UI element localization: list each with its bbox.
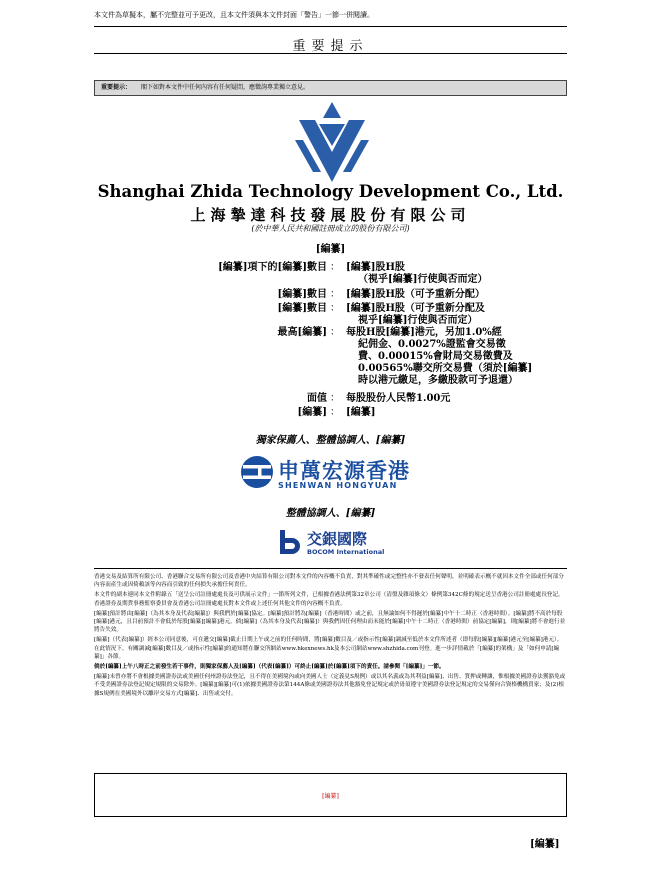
- disclaimer-paragraph: [編纂]預計將由[編纂]（為其本身及代表[編纂]）與我們於[編纂]協定。[編纂]預計將為[編纂]（香港時間）或之前，且無論如何不得遲於[編纂]中午十二時正（香港時間）。[編纂]將不高於每股[編纂]港元，且目前預計不會低於每股[編纂][編纂]港元。倘[編纂]（為其本身及代表[編纂]）與我們因任何理由而未能於[編纂]中午十二時正（香港時間）前協定[編纂]，則[編纂]將不會進行並將告失效。: [94, 610, 566, 634]
- incorporation-note: (於中華人民共和國註冊成立的股份有限公司): [251, 224, 410, 233]
- coordinator-heading: 整體協調人、[編纂]: [285, 508, 376, 519]
- offer-value: 時以港元繳足，多繳股款可予退還）: [358, 375, 518, 386]
- offer-value: [編纂]: [346, 407, 376, 418]
- offer-colon: ：: [330, 407, 340, 418]
- disclaimer-block: [94, 573, 567, 700]
- redacted-box-text: [編纂]: [322, 793, 339, 800]
- offer-label: 面值: [307, 393, 327, 404]
- offer-label: [編纂]項下的[編纂]數目: [218, 262, 327, 273]
- bocom-logo-icon: [272, 527, 302, 557]
- disclaimer-paragraph: 香港交易及結算所有限公司、香港聯合交易所有限公司及香港中央結算有限公司對本文件的內容概不負責，對其準確性或完整性亦不發表任何聲明，並明確表示概不就因本文件全部或任何部分內容而產生或因倚賴該等內容而引致的任何損失承擔任何責任。: [94, 574, 564, 589]
- offer-colon: ：: [330, 393, 340, 404]
- disclaimer-paragraph: [編纂]未曾亦將不會根據美國證券法或美國任何州證券法登記，且不得在美國境內或向美國人士（定義見S規例）或以其名義或為其利益[編纂]、出售、質押或轉讓，惟根據美國證券法獲豁免或不受美國證券法登記規定規限的交易除外。[編纂][編纂]可(1)依據美國證券法第144A條或美國證券法其他豁免登記規定或於毋須遵守美國證券法登記規定的交易僅向合資格機構買家；及(2)根據S規例在美國境外以離岸交易方式[編纂]、出售或交付。: [94, 674, 566, 697]
- offer-label: [編纂]數目: [277, 289, 327, 300]
- disclaimer-paragraph: 本文件的副本連同本文件附錄五「送呈公司註冊處處長及可供展示文件」一節所列文件，已根據香港法例第32章公司（清盤及雜項條文）條例第342C條的規定送呈香港公司註冊處處長登記。香港證券及期貨事務監察委員會及香港公司註冊處處長對本文件或上述任何其他文件的內容概不負責。: [94, 592, 564, 607]
- footer-redacted: [編纂]: [530, 839, 560, 850]
- offer-value: [編纂]股H股（可予重新分配）: [346, 289, 485, 300]
- company-name-zh: 上海摯達科技發展股份有限公司: [190, 206, 471, 224]
- shenwan-logo-icon: [240, 455, 274, 489]
- offer-value: 視乎[編纂]行使與否而定）: [358, 315, 478, 326]
- offer-label: 最高[編纂]: [277, 327, 327, 338]
- offer-value: 0.00565%聯交所交易費（須於[編纂]: [358, 363, 533, 374]
- disclaimer-paragraph: 倘於[編纂]上午八時正之前發生若干事件，則獨家保薦人及[編纂]（代表[編纂]）可終止[編纂]於[編纂]項下的責任。請參閱「[編纂]」一節。: [94, 664, 445, 671]
- offer-value: 每股H股[編纂]港元，另加1.0%經: [346, 327, 502, 338]
- offer-label: [編纂]: [297, 407, 327, 418]
- sponsor-heading: 獨家保薦人、整體協調人、[編纂]: [255, 435, 406, 446]
- offer-value: [編纂]股H股（可予重新分配及: [346, 303, 485, 314]
- draft-notice: 本文件為草擬本，屬不完整並可予更改，且本文件須與本文件封面「警告」一節一併閱讀。: [94, 11, 374, 19]
- offer-value: 每股股份人民幣1.00元: [346, 393, 451, 404]
- shenwan-logo-en: SHENWAN HONGYUAN: [278, 481, 398, 490]
- offer-colon: ：: [330, 303, 340, 314]
- offer-colon: ：: [330, 289, 340, 300]
- offer-colon: ：: [330, 327, 340, 338]
- important-label: 重要提示：: [101, 84, 132, 91]
- title-rule: [94, 53, 567, 54]
- important-notice-box: [94, 80, 567, 96]
- company-logo-icon: [295, 100, 369, 184]
- disclaimer-rule: [94, 568, 567, 569]
- offer-value: （視乎[編纂]行使與否而定）: [358, 274, 488, 285]
- bocom-logo-en: BOCOM International: [307, 548, 385, 556]
- offer-value: [編纂]股H股: [346, 262, 405, 273]
- page-title: 重要提示: [292, 39, 369, 54]
- company-name-en: Shanghai Zhida Technology Development Co., Ltd.: [97, 182, 564, 201]
- offer-value: 費、0.00015%會財局交易徵費及: [358, 351, 513, 362]
- offer-label: [編纂]數目: [277, 303, 327, 314]
- bocom-logo-text: 交銀國際: [307, 530, 368, 548]
- offer-colon: ：: [330, 262, 340, 273]
- disclaimer-paragraph: [編纂]（代表[編纂]）經本公司同意後，可在遞交[編纂]截止日期上午或之前的任何時間，將[編纂]數目及／或指示性[編纂]調減至低於本文件所述者（即每股[編纂][編纂]港元至[編纂]港元）。在此情況下，有關調減[編纂]數目及／或指示性[編纂]的通知將在聯交所網站www.hkexnews.hk及本公司網站www.shzhida.com刊登。進一步詳情載於「[編纂]的架構」及「如何申請[編纂]」各節。: [94, 637, 563, 660]
- top-rule: [94, 26, 567, 27]
- offer-title-redacted: [編纂]: [315, 244, 346, 255]
- offer-value: 紀佣金、0.0027%證監會交易徵: [358, 339, 506, 350]
- shenwan-logo-text: 申萬宏源香港: [278, 459, 410, 483]
- important-text: 閣下如對本文件中任何內容有任何疑問，應徵詢專業獨立意見。: [141, 84, 310, 91]
